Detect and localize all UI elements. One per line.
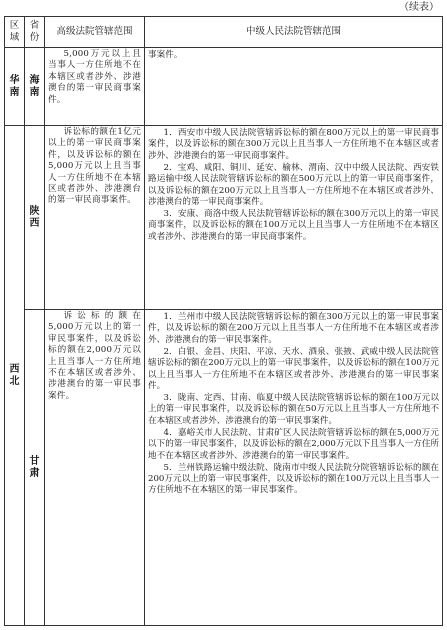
table-header-row [5, 17, 443, 48]
region-cell-huanan: 华南 [5, 48, 25, 126]
list-item: 5．兰州铁路运输中级法院、陇南市中级人民法院分院管辖诉讼标的额在200万元以上的第一审民事案件，以及诉讼标的额在100万元以上且当事人一方住所地不在本辖区的第一审民事案件。 [148, 462, 439, 496]
list-item: 3．陇南、定西、甘南、临夏中级人民法院管辖诉讼标的额在100万元以上的第一审民事案件，以及诉讼标的额在50万元以上且当事人一方住所地不在本辖区或者涉外、涉港澳台的第一审民事案件。 [148, 393, 439, 426]
header-intermediate-court: 中级人民法院管辖范围 [145, 17, 443, 48]
list-item: 2．宝鸡、咸阳、铜川、延安、榆林、渭南、汉中中级人民法院、西安铁路运输中级人民法院管辖诉讼标的额在500万元以上的第一审民商事案件，以及诉讼标的额在200万元以上且当事人一方住所地不在本辖区或者涉外、涉港澳台的第一审民商事案件。 [148, 162, 439, 208]
mid-court-gansu [145, 310, 443, 626]
table-row-hainan [5, 48, 443, 126]
header-province: 省份 [25, 17, 45, 48]
region-cell-xibei: 西北 [5, 126, 25, 626]
list-item: 3．安康、商洛中级人民法院管辖诉讼标的额在300万元以上的第一审民商事案件，以及诉讼标的额在100万元以上且当事人一方住所地不在本辖区或者涉外、涉港澳台的第一审民商事案件。 [148, 209, 439, 242]
high-court-shaanxi: 诉讼标的额在1亿元以上的第一审民商事案件，以及诉讼标的额在5,000万元以上且当事人一方住所地不在本辖区或者涉外、涉港澳台的第一审民商事案件。 [45, 126, 145, 310]
list-item: 1．西安市中级人民法院管辖诉讼标的额在800万元以上的第一审民商事案件，以及诉讼标的额在300万元以上且当事人一方住所地不在本辖区或者涉外、涉港澳台的第一审民商事案件。 [148, 128, 439, 161]
table-continued-caption: （续表） [399, 2, 439, 13]
province-cell-hainan: 海南 [25, 48, 45, 126]
header-region: 区域 [5, 17, 25, 48]
jurisdiction-table [4, 16, 443, 626]
list-item: 1．兰州市中级人民法院管辖诉讼标的额在300万元以上的第一审民事案件，以及诉讼标的额在200万元以上且当事人一方住所地不在本辖区或者涉外、涉港澳台的第一审民事案件。 [148, 312, 439, 345]
high-court-gansu: 诉讼标的额在5,000万元以上的第一审民事案件，以及诉讼标的额在2,000万元以上且当事人一方住所地不在本辖区或者涉外、涉港澳台的第一审民事案件。 [45, 310, 145, 626]
high-court-hainan: 5,000万元以上且当事人一方住所地不在本辖区或者涉外、涉港澳台的第一审民商事案件。 [45, 48, 145, 126]
table-row-shaanxi [5, 126, 443, 310]
list-item: 4．嘉峪关市人民法院、甘肃矿区人民法院管辖诉讼标的额在5,000万元以下的第一审民事案件，以及诉讼标的额在2,000万元以下且当事人一方住所地不在本辖区或者涉外、涉港澳台的第一审民事案件。 [148, 427, 440, 461]
mid-court-shaanxi [145, 126, 443, 310]
header-high-court: 高级法院管辖范围 [45, 17, 145, 48]
mid-court-hainan: 事案件。 [145, 48, 443, 126]
table-row-gansu [5, 310, 443, 626]
province-cell-gansu: 甘肃 [25, 310, 45, 626]
list-item: 2．白银、金昌、庆阳、平凉、天水、酒泉、张掖、武威中级人民法院管辖诉讼标的额在200万元以上的第一审民事案件，以及诉讼标的额在100万元以上且当事人一方住所地不在本辖区或者涉外、涉港澳台的第一审民事案件。 [148, 346, 439, 392]
province-cell-shaanxi: 陕西 [25, 126, 45, 310]
